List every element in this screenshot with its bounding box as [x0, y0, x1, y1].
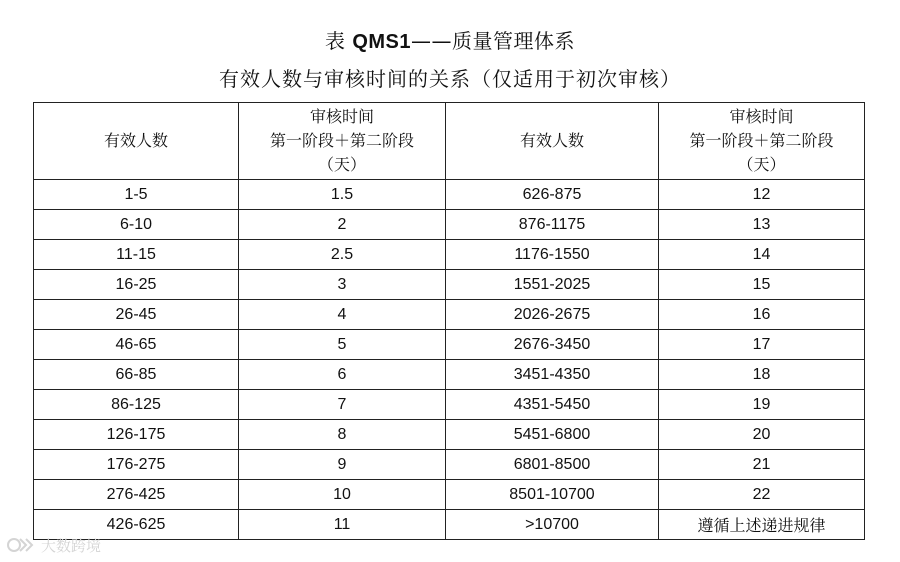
- cell-effective-count-2: 1176-1550: [446, 240, 659, 270]
- table-row: [34, 390, 865, 420]
- header-audit-time-2-line2: 第一阶段＋第二阶段: [689, 131, 834, 150]
- table-row: [34, 420, 865, 450]
- table-title: [0, 28, 900, 55]
- cell-effective-count-2: 5451-6800: [446, 420, 659, 450]
- cell-effective-count-2: 2026-2675: [446, 300, 659, 330]
- cell-effective-count-2: 1551-2025: [446, 270, 659, 300]
- cell-audit-days-2: 19: [659, 390, 865, 420]
- table-row: [34, 210, 865, 240]
- cell-audit-days-2: 21: [659, 450, 865, 480]
- cell-effective-count-2: 4351-5450: [446, 390, 659, 420]
- cell-audit-days-1: 2.5: [239, 240, 446, 270]
- cell-effective-count-1: 126-175: [34, 420, 239, 450]
- cell-audit-days-1: 3: [239, 270, 446, 300]
- cell-audit-days-1: 10: [239, 480, 446, 510]
- table-subtitle: 有效人数与审核时间的关系（仅适用于初次审核）: [219, 67, 681, 91]
- cell-effective-count-2: 8501-10700: [446, 480, 659, 510]
- cell-audit-days-1: 8: [239, 420, 446, 450]
- title-code: QMS1: [352, 31, 412, 53]
- header-audit-time-2: [659, 103, 865, 180]
- cell-audit-days-1: 6: [239, 360, 446, 390]
- cell-effective-count-1: 16-25: [34, 270, 239, 300]
- cell-effective-count-1: 426-625: [34, 510, 239, 540]
- cell-effective-count-1: 86-125: [34, 390, 239, 420]
- cell-audit-days-1: 9: [239, 450, 446, 480]
- title-prefix: 表: [324, 29, 346, 53]
- cell-effective-count-1: 6-10: [34, 210, 239, 240]
- cell-effective-count-1: 66-85: [34, 360, 239, 390]
- cell-audit-days-2: 22: [659, 480, 865, 510]
- cell-audit-days-2: 12: [659, 180, 865, 210]
- cell-audit-days-1: 1.5: [239, 180, 446, 210]
- cell-effective-count-1: 1-5: [34, 180, 239, 210]
- cell-audit-days-2: 16: [659, 300, 865, 330]
- cell-audit-days-2: 14: [659, 240, 865, 270]
- cell-effective-count-1: 11-15: [34, 240, 239, 270]
- cell-audit-days-1: 7: [239, 390, 446, 420]
- table-row: [34, 510, 865, 540]
- table-row: [34, 270, 865, 300]
- audit-time-table: [33, 102, 865, 540]
- cell-audit-days-1: 4: [239, 300, 446, 330]
- cell-effective-count-2: 626-875: [446, 180, 659, 210]
- header-audit-time-1-line3: （天）: [317, 155, 366, 174]
- header-audit-time-1-line2: 第一阶段＋第二阶段: [269, 131, 414, 150]
- cell-audit-days-2: 遵循上述递进规律: [659, 510, 865, 540]
- watermark-text: 大数跨境: [41, 536, 102, 555]
- title-suffix: ——质量管理体系: [411, 29, 576, 53]
- table-row: [34, 330, 865, 360]
- cell-effective-count-1: 46-65: [34, 330, 239, 360]
- header-audit-time-2-line3: （天）: [737, 155, 786, 174]
- cell-audit-days-2: 20: [659, 420, 865, 450]
- watermark-logo-icon: [6, 535, 36, 555]
- header-effective-count-2: 有效人数: [446, 103, 659, 180]
- table-row: [34, 360, 865, 390]
- cell-audit-days-2: 13: [659, 210, 865, 240]
- cell-effective-count-2: 876-1175: [446, 210, 659, 240]
- header-effective-count-1: 有效人数: [34, 103, 239, 180]
- cell-effective-count-2: 2676-3450: [446, 330, 659, 360]
- cell-audit-days-1: 2: [239, 210, 446, 240]
- cell-audit-days-2: 18: [659, 360, 865, 390]
- cell-audit-days-1: 11: [239, 510, 446, 540]
- header-audit-time-1-line1: 审核时间: [309, 107, 374, 126]
- cell-effective-count-1: 276-425: [34, 480, 239, 510]
- cell-audit-days-2: 17: [659, 330, 865, 360]
- cell-effective-count-2: >10700: [446, 510, 659, 540]
- table-row: [34, 300, 865, 330]
- table-header-row: [34, 103, 865, 180]
- table-row: [34, 240, 865, 270]
- table-row: [34, 450, 865, 480]
- table-row: [34, 480, 865, 510]
- cell-audit-days-1: 5: [239, 330, 446, 360]
- cell-effective-count-1: 176-275: [34, 450, 239, 480]
- table-body: [34, 180, 865, 540]
- cell-audit-days-2: 15: [659, 270, 865, 300]
- table-row: [34, 180, 865, 210]
- cell-effective-count-2: 3451-4350: [446, 360, 659, 390]
- watermark: [6, 534, 101, 556]
- cell-effective-count-2: 6801-8500: [446, 450, 659, 480]
- header-audit-time-1: [239, 103, 446, 180]
- cell-effective-count-1: 26-45: [34, 300, 239, 330]
- header-audit-time-2-line1: 审核时间: [729, 107, 794, 126]
